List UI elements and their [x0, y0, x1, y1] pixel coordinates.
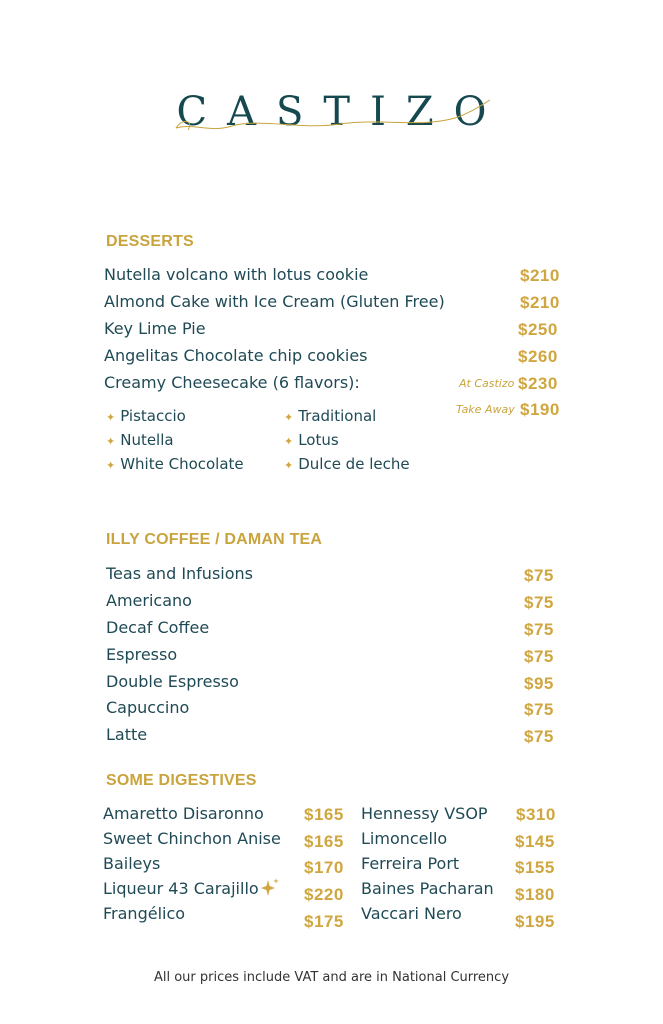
menu-item-name: Baines Pacharan: [361, 879, 494, 898]
menu-item-name: Capuccino: [106, 698, 190, 717]
sparkle-icon: ✦: [284, 459, 294, 472]
brand-name: CASTIZO: [176, 89, 507, 135]
menu-item-name: Americano: [106, 591, 192, 610]
menu-item-price: $75: [524, 647, 554, 666]
flavor-item: [284, 430, 339, 452]
menu-item-name: Latte: [106, 725, 148, 744]
flavor-label: Pistaccio: [120, 407, 186, 425]
menu-item-price: $75: [524, 566, 554, 585]
menu-item-name: Nutella volcano with lotus cookie: [104, 265, 369, 284]
menu-item-price: $220: [304, 885, 344, 904]
flavor-item: [106, 454, 244, 476]
flavor-item: [106, 406, 186, 428]
menu-item-price: $230: [518, 374, 558, 393]
menu-item-name: Frangélico: [103, 904, 186, 923]
menu-item-price: $175: [304, 912, 344, 931]
menu-item-name: Teas and Infusions: [106, 564, 253, 583]
price-note: Take Away: [456, 403, 515, 416]
vat-footer-note: All our prices include VAT and are in National Currency: [153, 970, 510, 985]
menu-item-name: Almond Cake with Ice Cream (Gluten Free): [104, 292, 445, 311]
menu-item-price: $310: [516, 805, 556, 824]
menu-item-name: Vaccari Nero: [361, 904, 462, 923]
flavor-item: [106, 430, 174, 452]
sparkle-icon: ✦: [106, 459, 116, 472]
desserts-heading: DESSERTS: [106, 233, 194, 250]
menu-item-price: $75: [524, 620, 554, 639]
menu-item-price: $95: [524, 674, 554, 693]
price-note: At Castizo: [459, 377, 515, 390]
menu-item-name: Ferreira Port: [361, 854, 460, 873]
menu-item-price: $165: [304, 805, 344, 824]
sparkle-icon: ✦: [106, 435, 116, 448]
menu-item-name: Amaretto Disaronno: [103, 804, 264, 823]
menu-item-price: $195: [515, 912, 555, 931]
flavor-item: [284, 454, 410, 476]
menu-item-name: Double Espresso: [106, 672, 239, 691]
logo-flourish-icon: [0, 88, 663, 148]
menu-item-price: $165: [304, 832, 344, 851]
menu-item-price: $210: [520, 293, 560, 312]
sparkle-icon: ✦: [284, 411, 294, 424]
menu-item-name: Angelitas Chocolate chip cookies: [104, 346, 368, 365]
menu-item-price: $75: [524, 727, 554, 746]
menu-item-price: $190: [520, 400, 560, 419]
menu-item-name: Sweet Chinchon Anise: [103, 829, 281, 848]
sparkle-icon: ✦: [284, 435, 294, 448]
sparkle-icon: ✦: [106, 411, 116, 424]
menu-item-price: $155: [515, 858, 555, 877]
menu-item-price: $250: [518, 320, 558, 339]
menu-item-name: Decaf Coffee: [106, 618, 210, 637]
menu-item-name: Baileys: [103, 854, 161, 873]
menu-item-name: Limoncello: [361, 829, 448, 848]
menu-item-price: $170: [304, 858, 344, 877]
brand-logo: [0, 88, 663, 148]
flavor-label: Nutella: [120, 431, 174, 449]
flavor-label: White Chocolate: [120, 455, 244, 473]
flavor-label: Traditional: [298, 407, 377, 425]
menu-item-name: Hennessy VSOP: [361, 804, 488, 823]
menu-item-price: $260: [518, 347, 558, 366]
flavor-label: Dulce de leche: [298, 455, 410, 473]
menu-item-price: $75: [524, 700, 554, 719]
menu-item-price: $210: [520, 266, 560, 285]
flavor-item: [284, 406, 376, 428]
menu-item-price: $75: [524, 593, 554, 612]
menu-item-name: Liqueur 43 Carajillo: [103, 879, 259, 898]
sparkle-icon: [259, 877, 281, 899]
coffee-heading: ILLY COFFEE / DAMAN TEA: [106, 531, 323, 548]
menu-item-name: Espresso: [106, 645, 178, 664]
menu-item-price: $145: [515, 832, 555, 851]
flavor-label: Lotus: [298, 431, 339, 449]
menu-item-price: $180: [515, 885, 555, 904]
digestives-heading: SOME DIGESTIVES: [106, 772, 257, 789]
menu-item-name: Key Lime Pie: [104, 319, 206, 338]
menu-item-name: Creamy Cheesecake (6 flavors):: [104, 373, 360, 392]
